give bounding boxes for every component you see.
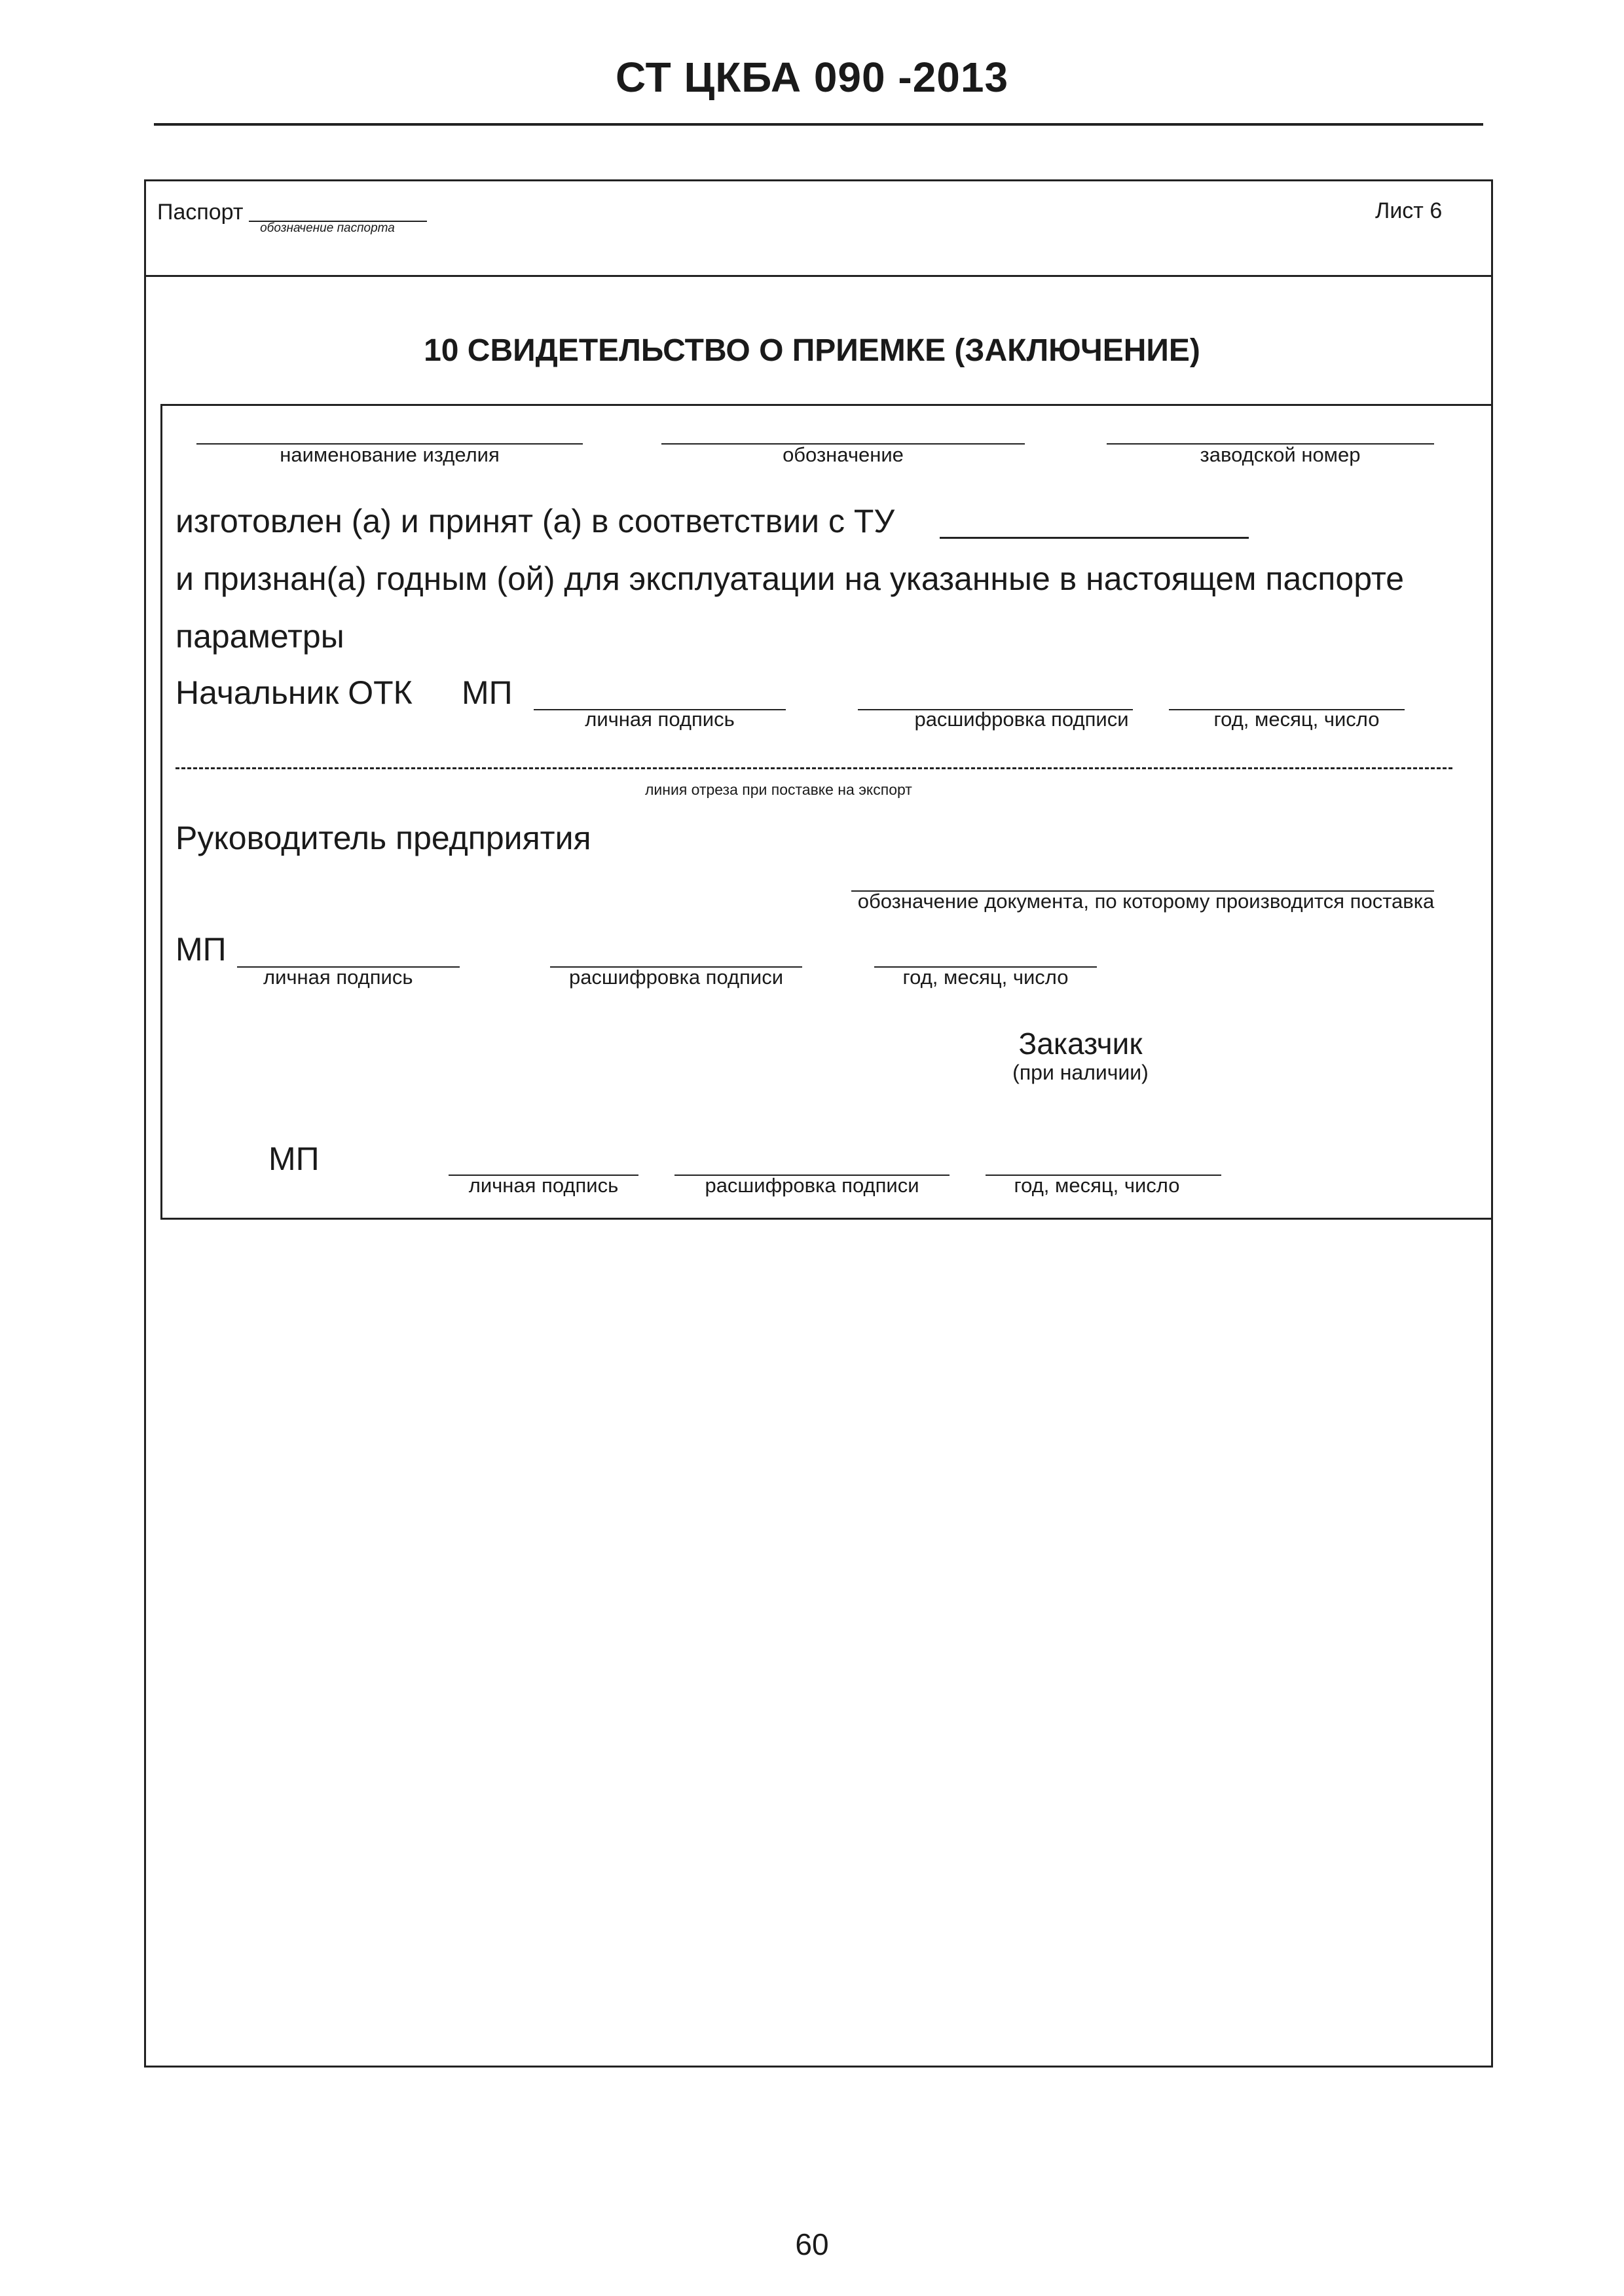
tu-field xyxy=(940,537,1249,539)
otk-mp: МП xyxy=(462,674,513,711)
cut-line-caption: линия отреза при поставке на экспорт xyxy=(645,781,912,798)
head-label: Руководитель предприятия xyxy=(175,820,591,856)
parameters-line: параметры xyxy=(175,618,344,655)
otk-date-caption: год, месяц, число xyxy=(1213,708,1380,731)
passport-label: Паспорт xyxy=(157,200,244,225)
supply-document-caption: обозначение документа, по которому производится поставка xyxy=(857,890,1435,913)
suitability-line: и признан(а) годным (ой) для эксплуатации на указанные в настоящем паспорте xyxy=(175,560,1405,597)
customer-mp: МП xyxy=(268,1140,320,1177)
sheet-number: Лист 6 xyxy=(1375,198,1443,223)
customer-date-caption: год, месяц, число xyxy=(1014,1174,1180,1197)
customer-note: (при наличии) xyxy=(1012,1061,1149,1084)
section-title: 10 СВИДЕТЕЛЬСТВО О ПРИЕМКЕ (ЗАКЛЮЧЕНИЕ) xyxy=(424,333,1200,368)
header-rule xyxy=(154,123,1483,126)
standard-title: СТ ЦКБА 090 -2013 xyxy=(615,54,1009,101)
frame-header-divider xyxy=(144,275,1493,277)
page-number: 60 xyxy=(795,2227,829,2261)
product-name-caption: наименование изделия xyxy=(280,443,500,466)
customer-decoding-caption: расшифровка подписи xyxy=(705,1174,919,1197)
customer-label: Заказчик xyxy=(1018,1027,1143,1061)
manufactured-line: изготовлен (а) и принят (а) в соответствии с ТУ xyxy=(175,503,895,539)
serial-caption: заводской номер xyxy=(1200,443,1361,466)
passport-caption: обозначение паспорта xyxy=(260,221,395,235)
head-decoding-caption: расшифровка подписи xyxy=(568,966,784,989)
head-mp: МП xyxy=(175,931,227,968)
designation-caption: обозначение xyxy=(783,443,904,466)
head-date-caption: год, месяц, число xyxy=(902,966,1069,989)
otk-signature-caption: личная подпись xyxy=(585,708,735,731)
cut-line xyxy=(175,767,1452,769)
otk-decoding-caption: расшифровка подписи xyxy=(914,708,1129,731)
head-signature-caption: личная подпись xyxy=(263,966,413,989)
otk-label: Начальник ОТК xyxy=(175,674,413,711)
customer-signature-caption: личная подпись xyxy=(468,1174,619,1197)
